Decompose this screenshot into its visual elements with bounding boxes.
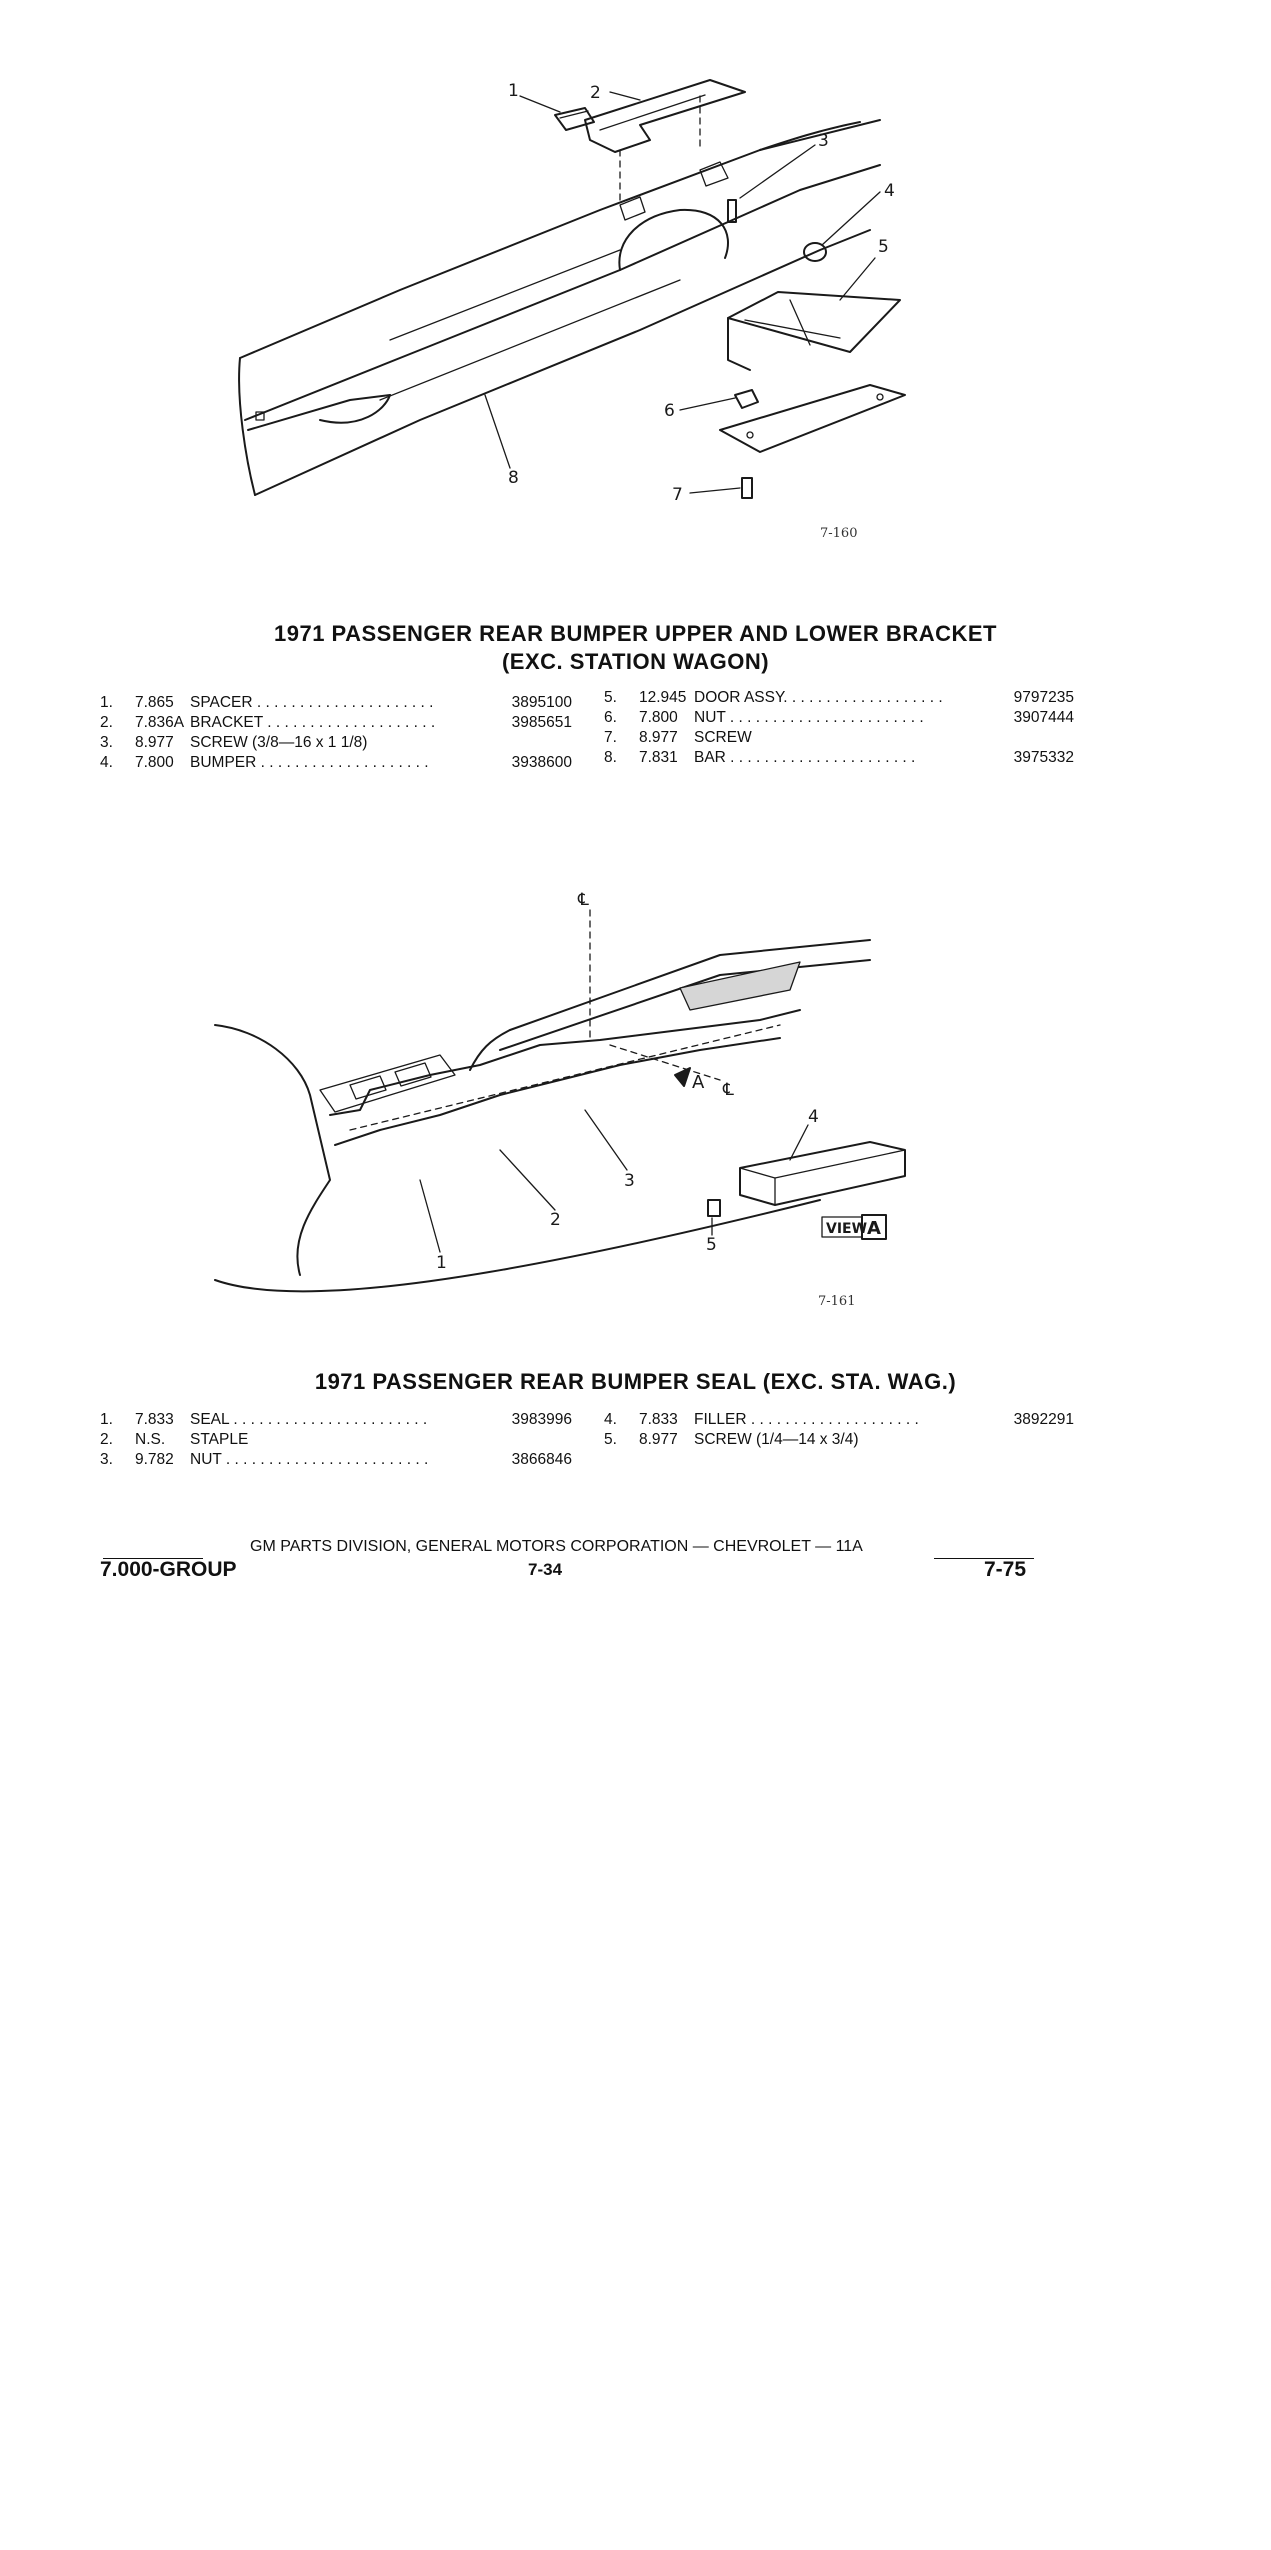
textured-seal-region xyxy=(680,962,800,1010)
part-name xyxy=(190,753,492,773)
rear-bumper-drawing xyxy=(239,120,880,495)
license-plate-bar-part xyxy=(720,385,905,452)
figure-7-160 xyxy=(0,0,1271,560)
screw-part-5 xyxy=(708,1200,720,1216)
footer-page-center: 7-34 xyxy=(528,1560,563,1579)
part-name xyxy=(694,708,994,728)
group-number: 7.800 xyxy=(639,709,678,726)
item-number: 2. xyxy=(100,714,113,731)
parts-list-right-1 xyxy=(604,688,1074,768)
part-number: 3907444 xyxy=(1013,709,1074,726)
leader-dots: . . . . . . . . . . . . . . . . . . . . . . xyxy=(725,749,916,766)
parts-row xyxy=(100,1450,572,1470)
figure-number: 7-161 xyxy=(818,1294,856,1309)
parts-row xyxy=(100,1430,572,1450)
part-name xyxy=(694,748,994,768)
group-number: 8.977 xyxy=(639,1431,678,1448)
parts-list-right-2 xyxy=(604,1410,1074,1450)
group-number: 7.836A xyxy=(135,714,185,731)
part-name-text: BAR xyxy=(694,749,726,766)
part-name xyxy=(190,693,492,713)
callout-2: 2 xyxy=(550,1210,561,1230)
part-name-text: SCREW (1/4—14 x 3/4) xyxy=(694,1431,859,1448)
part-name xyxy=(190,733,492,753)
item-number: 5. xyxy=(604,689,617,706)
parts-row xyxy=(604,708,1074,728)
part-name-text: FILLER xyxy=(694,1411,747,1428)
group-number: N.S. xyxy=(135,1431,166,1448)
parts-row xyxy=(604,1430,1074,1450)
parts-row xyxy=(604,728,1074,748)
part-number: 3983996 xyxy=(511,1411,572,1428)
leader-dots: . . . . . . . . . . . . . . . . . . . . . . . xyxy=(229,1411,428,1428)
item-number: 5. xyxy=(604,1431,617,1448)
item-number: 1. xyxy=(100,694,113,711)
part-number: 9797235 xyxy=(1013,689,1074,706)
group-number: 9.782 xyxy=(135,1451,174,1468)
part-number: 3895100 xyxy=(511,694,572,711)
nut-part xyxy=(735,390,758,408)
leader-dots: . . . . . . . . . . . . . . . . . . . . . . . xyxy=(725,709,924,726)
figure-7-161 xyxy=(0,880,1271,1320)
bracket-part xyxy=(585,80,745,200)
part-name-text: STAPLE xyxy=(190,1431,249,1448)
leader-dots: . . . . . . . . . . . . . . . . . . . . xyxy=(262,714,436,731)
centerline-top: ℄ xyxy=(578,890,589,910)
parts-row xyxy=(100,693,572,713)
callout-2: 2 xyxy=(590,83,601,103)
part-name-text: SCREW (3/8—16 x 1 1/8) xyxy=(190,734,368,751)
part-name-text: NUT xyxy=(694,709,726,726)
group-number: 7.833 xyxy=(135,1411,174,1428)
callout-6: 6 xyxy=(664,401,675,421)
section-subtitle-1: (EXC. STATION WAGON) xyxy=(501,649,770,674)
view-a-label xyxy=(822,1215,886,1239)
part-name xyxy=(190,1430,492,1450)
item-number: 8. xyxy=(604,749,617,766)
figure-number: 7-160 xyxy=(820,526,858,541)
centerline-mid: ℄ xyxy=(723,1080,734,1100)
callout-3: 3 xyxy=(624,1171,635,1191)
group-number: 7.865 xyxy=(135,694,174,711)
leader-dots: . . . . . . . . . . . . . . . . . . xyxy=(787,689,943,706)
footer-group: 7.000-GROUP xyxy=(100,1558,237,1581)
part-name-text: BRACKET xyxy=(190,714,263,731)
part-name-text: SEAL xyxy=(190,1411,230,1428)
group-number: 8.977 xyxy=(639,729,678,746)
item-number: 2. xyxy=(100,1431,113,1448)
callout-4: 4 xyxy=(808,1107,819,1127)
callout-8: 8 xyxy=(508,468,519,488)
bumper-seal-illustration xyxy=(0,880,1271,1320)
callout-leaders xyxy=(485,92,880,493)
leader-dots: . . . . . . . . . . . . . . . . . . . . xyxy=(256,754,429,771)
part-number: 3985651 xyxy=(511,714,572,731)
part-number: 3892291 xyxy=(1013,1411,1074,1428)
callout-3: 3 xyxy=(818,131,829,151)
filler-part xyxy=(740,1142,905,1205)
svg-text:VIEW: VIEW xyxy=(826,1221,868,1237)
part-name xyxy=(694,1410,994,1430)
item-number: 1. xyxy=(100,1411,113,1428)
parts-row xyxy=(100,1410,572,1430)
callout-4: 4 xyxy=(884,181,895,201)
part-name-text: BUMPER xyxy=(190,754,257,771)
seal-part xyxy=(330,1010,800,1145)
part-number: 3866846 xyxy=(511,1451,572,1468)
part-name-text: NUT xyxy=(190,1451,222,1468)
parts-row xyxy=(100,713,572,733)
part-name xyxy=(694,728,994,748)
group-number: 7.833 xyxy=(639,1411,678,1428)
callout-1: 1 xyxy=(436,1253,447,1273)
door-assembly-part xyxy=(728,292,900,370)
callout-7: 7 xyxy=(672,485,683,505)
leader-dots: . . . . . . . . . . . . . . . . . . . . xyxy=(746,1411,919,1428)
section-title-1: 1971 PASSENGER REAR BUMPER UPPER AND LOWER BRACKET xyxy=(274,621,997,646)
view-arrow-label: A xyxy=(692,1072,705,1093)
part-number: 3938600 xyxy=(511,754,572,771)
parts-row xyxy=(604,688,1074,708)
parts-row xyxy=(100,753,572,773)
part-name xyxy=(190,1450,492,1470)
item-number: 7. xyxy=(604,729,617,746)
part-name xyxy=(694,1430,994,1450)
item-number: 3. xyxy=(100,1451,113,1468)
group-number: 7.800 xyxy=(135,754,174,771)
callout-1: 1 xyxy=(508,81,519,101)
item-number: 6. xyxy=(604,709,617,726)
part-name xyxy=(694,688,994,708)
group-number: 12.945 xyxy=(639,689,687,706)
part-name-text: DOOR ASSY. xyxy=(694,689,788,706)
section-title-2: 1971 PASSENGER REAR BUMPER SEAL (EXC. STA. WAG.) xyxy=(314,1369,957,1394)
part-number: 3975332 xyxy=(1013,749,1074,766)
parts-row xyxy=(100,733,572,753)
callout-leaders-2 xyxy=(420,1110,808,1252)
leader-dots: . . . . . . . . . . . . . . . . . . . . . . . . xyxy=(221,1451,429,1468)
parts-row xyxy=(604,1410,1074,1430)
group-number: 7.831 xyxy=(639,749,678,766)
parts-row xyxy=(604,748,1074,768)
bumper-bracket-illustration xyxy=(0,0,1271,560)
screw-part-7 xyxy=(742,478,752,498)
footer-publisher: GM PARTS DIVISION, GENERAL MOTORS CORPORATION — CHEVROLET — 11A xyxy=(250,1538,863,1555)
item-number: 4. xyxy=(100,754,113,771)
item-number: 4. xyxy=(604,1411,617,1428)
part-name-text: SCREW xyxy=(694,729,752,746)
leader-dots: . . . . . . . . . . . . . . . . . . . . . xyxy=(252,694,434,711)
group-number: 8.977 xyxy=(135,734,174,751)
callout-5: 5 xyxy=(878,237,889,257)
part-name xyxy=(190,1410,492,1430)
parts-list-left-1 xyxy=(100,693,572,773)
footer-page-right: 7-75 xyxy=(984,1558,1027,1581)
svg-text:A: A xyxy=(867,1218,881,1239)
parts-list-left-2 xyxy=(100,1410,572,1470)
part-name-text: SPACER xyxy=(190,694,253,711)
part-name xyxy=(190,713,492,733)
callout-5: 5 xyxy=(706,1235,717,1255)
item-number: 3. xyxy=(100,734,113,751)
